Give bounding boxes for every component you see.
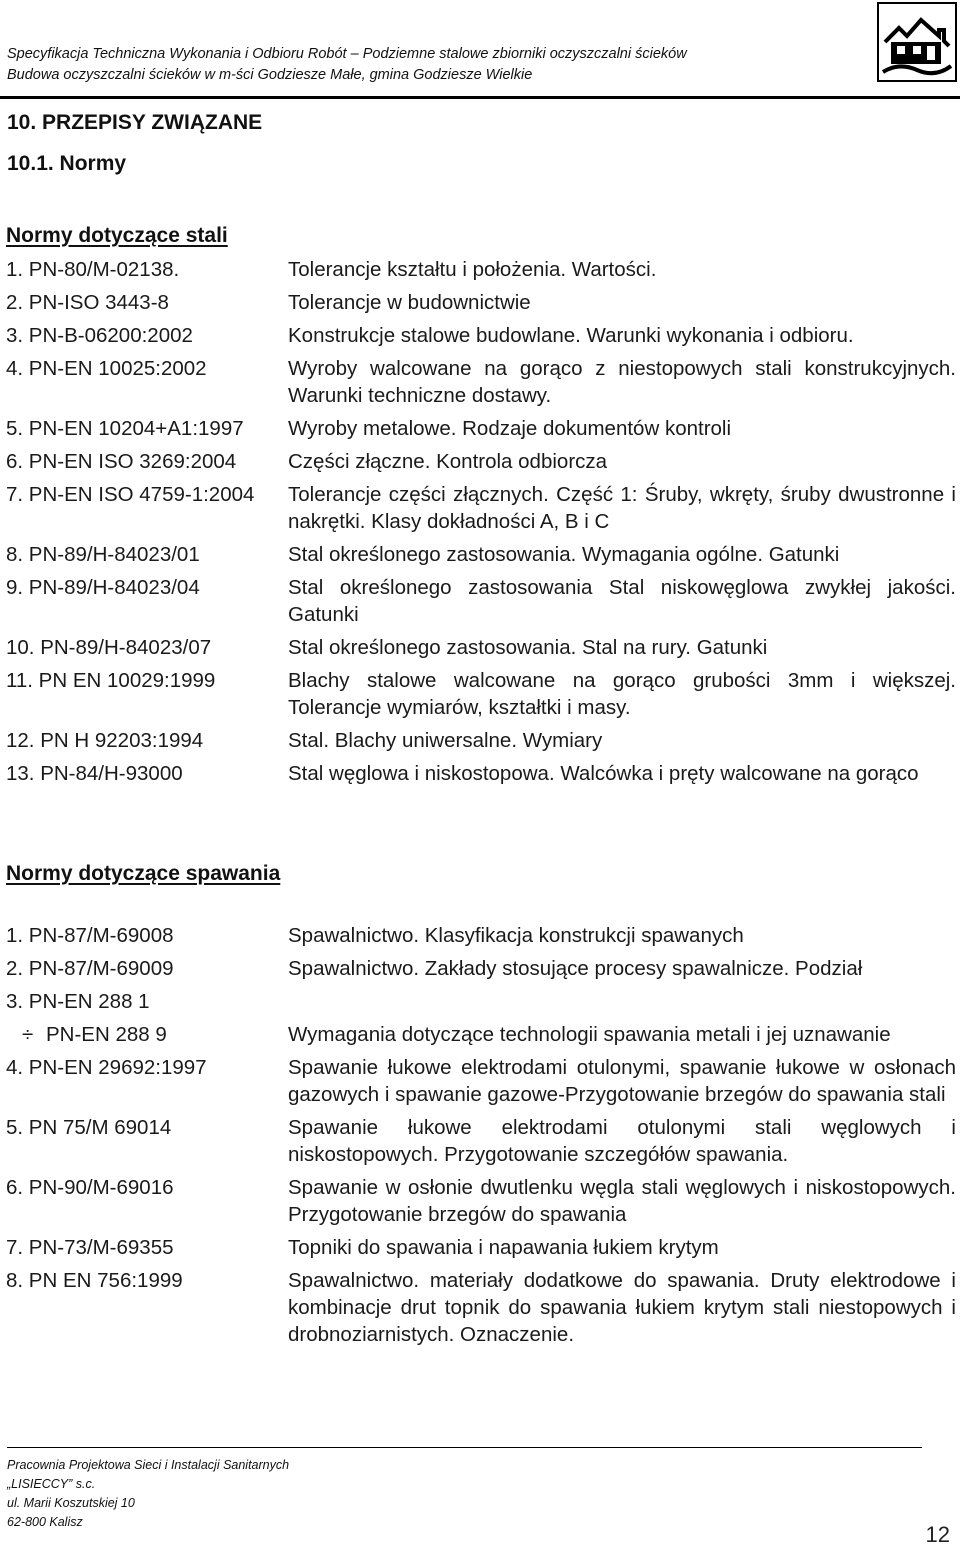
- norm-description: Spawalnictwo. Klasyfikacja konstrukcji spawanych: [288, 924, 744, 947]
- norm-number: 7. PN-73/M-69355: [6, 1236, 174, 1259]
- list-item: [6, 1054, 956, 1108]
- norm-description: Blachy stalowe walcowane na gorąco grubości 3mm i większej. Tolerancje wymiarów, kształtki i masy.: [288, 669, 956, 719]
- header-line-2: Budowa oczyszczalni ścieków w m-ści Godziesze Małe, gmina Godziesze Wielkie: [7, 67, 533, 83]
- norm-description: Stal określonego zastosowania Stal niskowęglowa zwykłej jakości. Gatunki: [288, 576, 956, 626]
- list-item: [6, 1267, 956, 1348]
- footer-line-2: „LISIECCY” s.c.: [7, 1477, 96, 1491]
- welding-norms-list: [6, 922, 956, 1354]
- norm-number: 4. PN-EN 29692:1997: [6, 1056, 207, 1079]
- norm-number: 11. PN EN 10029:1999: [6, 669, 216, 692]
- norm-number: 10. PN-89/H-84023/07: [6, 636, 212, 659]
- footer-line-1: Pracownia Projektowa Sieci i Instalacji Sanitarnych: [7, 1458, 290, 1472]
- list-item: [6, 634, 956, 661]
- norm-number: 7. PN-EN ISO 4759-1:2004: [6, 483, 255, 506]
- list-item: [6, 256, 956, 283]
- list-item: [6, 667, 956, 721]
- list-item: [6, 289, 956, 316]
- norm-description: Stal. Blachy uniwersalne. Wymiary: [288, 729, 603, 752]
- list-item: [6, 322, 956, 349]
- house-logo-icon: [877, 2, 957, 82]
- list-item: [6, 922, 956, 949]
- list-item: [6, 415, 956, 442]
- list-item: [6, 1174, 956, 1228]
- norm-description: Spawalnictwo. materiały dodatkowe do spawania. Druty elektrodowe i kombinacje drut topnik do spawania łukiem krytym stali niestopowych i drobnoziarnistych. Oznaczenie.: [288, 1269, 956, 1346]
- norm-number-range-end: [6, 1021, 288, 1048]
- norm-number: 5. PN 75/M 69014: [6, 1116, 172, 1139]
- norm-description: Konstrukcje stalowe budowlane. Warunki wykonania i odbioru.: [288, 324, 854, 347]
- norm-number: 1. PN-87/M-69008: [6, 924, 174, 947]
- section-heading: 10. PRZEPISY ZWIĄZANE: [7, 111, 263, 134]
- footer-line-3: ul. Marii Koszutskiej 10: [7, 1496, 135, 1510]
- norm-description: Spawanie łukowe elektrodami otulonymi stali węglowych i niskostopowych. Przygotowanie szczegółów spawania.: [288, 1116, 956, 1166]
- footer-rule: [7, 1447, 922, 1448]
- norm-number: 12. PN H 92203:1994: [6, 729, 204, 752]
- norm-description: Stal określonego zastosowania. Stal na rury. Gatunki: [288, 636, 768, 659]
- norm-description: Spawalnictwo. Zakłady stosujące procesy spawalnicze. Podział: [288, 957, 863, 980]
- list-item: [6, 448, 956, 475]
- norm-number: 13. PN-84/H-93000: [6, 762, 183, 785]
- norm-number: 5. PN-EN 10204+A1:1997: [6, 417, 244, 440]
- norm-description: Części złączne. Kontrola odbiorcza: [288, 450, 608, 473]
- norm-description: Wyroby metalowe. Rodzaje dokumentów kontroli: [288, 417, 732, 440]
- list-item: [6, 1021, 956, 1048]
- list-item: [6, 955, 956, 982]
- norm-number: 6. PN-90/M-69016: [6, 1176, 174, 1199]
- list-item: [6, 727, 956, 754]
- norm-description: Spawanie łukowe elektrodami otulonymi, spawanie łukowe w osłonach gazowych i spawanie gazowe-Przygotowanie brzegów do spawania stali: [288, 1056, 956, 1106]
- norm-description: Wyroby walcowane na gorąco z niestopowych stali konstrukcyjnych. Warunki techniczne dostawy.: [288, 357, 956, 407]
- norm-number: 2. PN-87/M-69009: [6, 957, 174, 980]
- document-header: [7, 44, 847, 86]
- norm-number: 9. PN-89/H-84023/04: [6, 576, 200, 599]
- list-item: [6, 355, 956, 409]
- subsection-heading: 10.1. Normy: [7, 152, 127, 175]
- norm-description: Topniki do spawania i napawania łukiem krytym: [288, 1236, 719, 1259]
- norm-description: Stal węglowa i niskostopowa. Walcówka i pręty walcowane na gorąco: [288, 762, 919, 785]
- norm-description: Spawanie w osłonie dwutlenku węgla stali węglowych i niskostopowych. Przygotowanie brzegów do spawania: [288, 1176, 956, 1226]
- norm-description: Wymagania dotyczące technologii spawania metali i jej uznawanie: [288, 1023, 891, 1046]
- list-item: [6, 574, 956, 628]
- norm-number: 8. PN-89/H-84023/01: [6, 543, 200, 566]
- list-item: [6, 481, 956, 535]
- norm-number: 3. PN-B-06200:2002: [6, 324, 193, 347]
- norm-number: 4. PN-EN 10025:2002: [6, 357, 207, 380]
- norm-number: 8. PN EN 756:1999: [6, 1269, 183, 1292]
- norm-number: 1. PN-80/M-02138.: [6, 258, 180, 281]
- list-item: [6, 988, 956, 1015]
- steel-norms-list: [6, 256, 956, 793]
- norm-description: Stal określonego zastosowania. Wymagania ogólne. Gatunki: [288, 543, 840, 566]
- list-item: [6, 1114, 956, 1168]
- norm-number: 6. PN-EN ISO 3269:2004: [6, 450, 237, 473]
- header-line-1: Specyfikacja Techniczna Wykonania i Odbioru Robót – Podziemne stalowe zbiorniki oczyszczalni ścieków: [7, 46, 687, 62]
- welding-norms-title: Normy dotyczące spawania: [6, 862, 281, 885]
- header-rule: [0, 96, 960, 99]
- norm-description: Tolerancje części złącznych. Część 1: Śruby, wkręty, śruby dwustronne i nakrętki. Klasy dokładności A, B i C: [288, 483, 956, 533]
- page-number: 12: [925, 1522, 950, 1547]
- footer-line-4: 62-800 Kalisz: [7, 1515, 83, 1529]
- norm-number: 3. PN-EN 288 1: [6, 990, 150, 1013]
- norm-number: PN-EN 288 9: [46, 1023, 167, 1046]
- list-item: [6, 1234, 956, 1261]
- division-sign-icon: ÷: [22, 1023, 34, 1046]
- list-item: [6, 760, 956, 787]
- norm-description: Tolerancje kształtu i położenia. Wartości.: [288, 258, 657, 281]
- steel-norms-title: Normy dotyczące stali: [6, 224, 228, 247]
- norm-description: Tolerancje w budownictwie: [288, 291, 531, 314]
- document-footer: [7, 1456, 289, 1532]
- norm-number: 2. PN-ISO 3443-8: [6, 291, 169, 314]
- list-item: [6, 541, 956, 568]
